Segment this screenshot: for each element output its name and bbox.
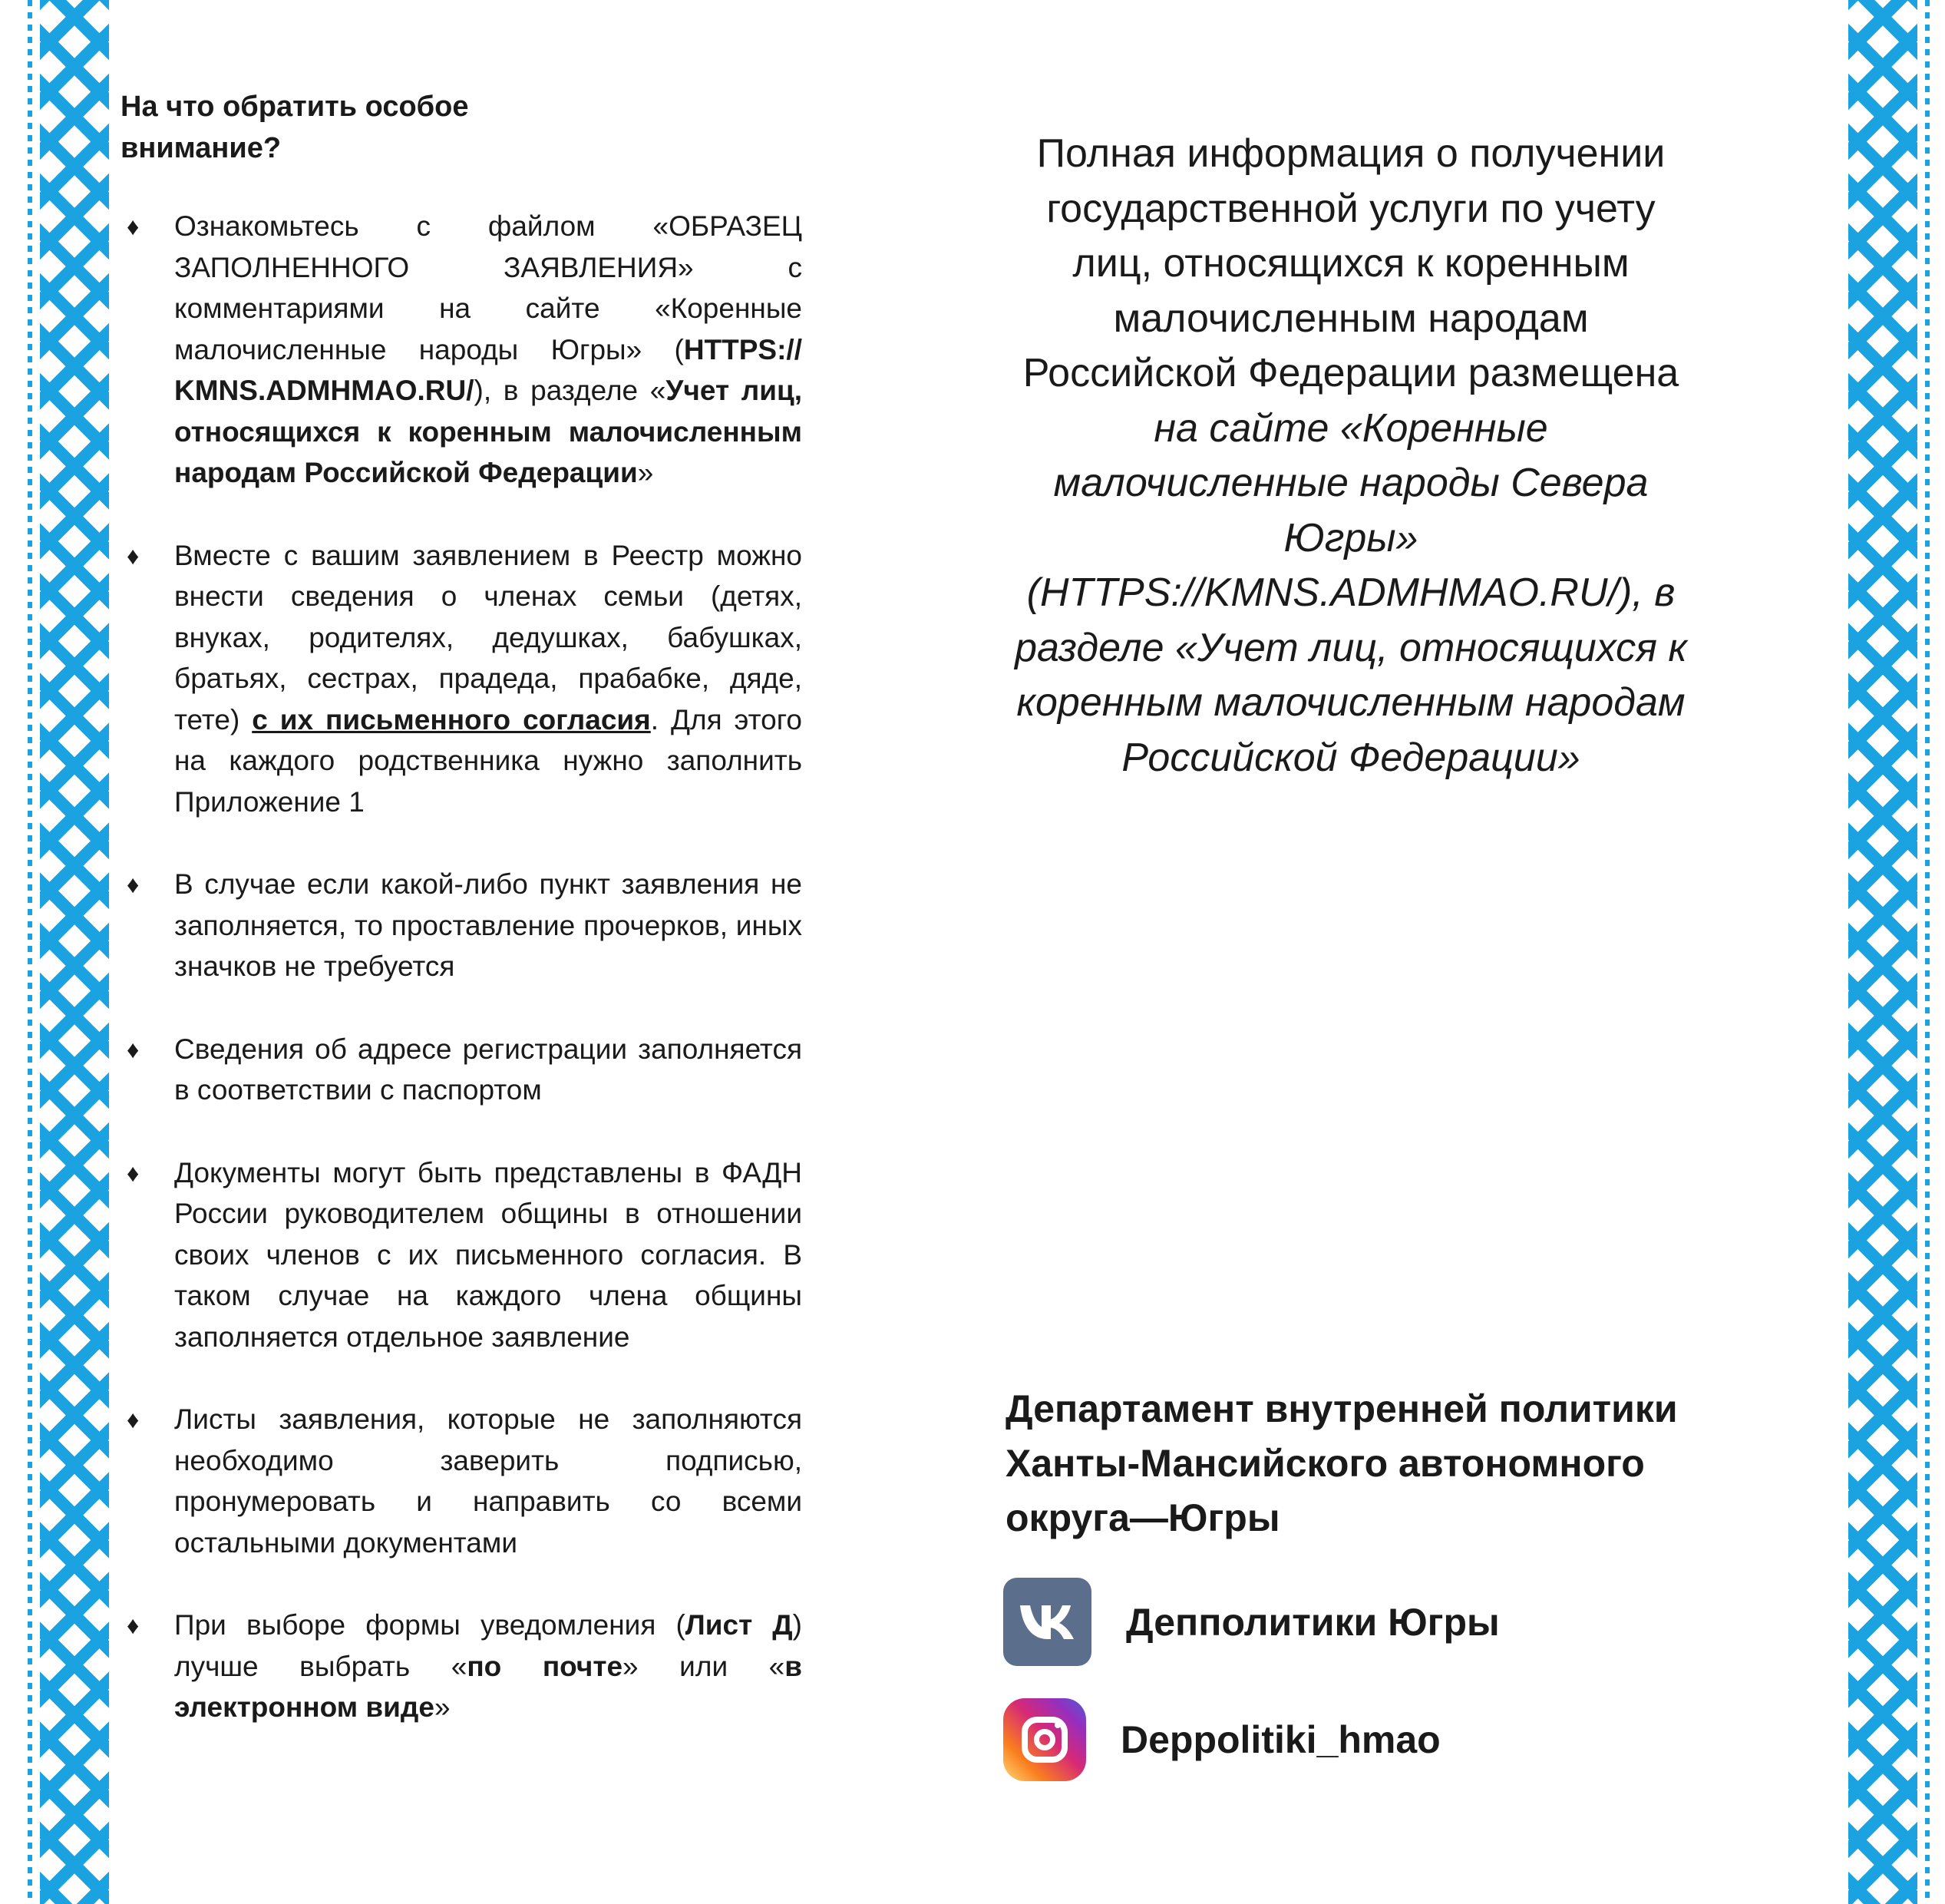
ornament-border-right (1848, 0, 1917, 1904)
ornament-border-left (40, 0, 109, 1904)
list-item-text: Вместе с вашим заявлением в Реестр можно внести сведения о членах семьи (детях, внуках, родителях, дедушках, бабушках, братьях, сестрах, прадеда, прабабке, дяде, тете) с их письменного согласия. Для этого на каждого родственника нужно заполнить Приложение 1 (174, 539, 802, 818)
list-item-text: В случае если какой-либо пункт заявления не заполняется, то проставление прочерков, иных значков не требуется (174, 868, 802, 982)
info-line: Российской Федерации» (1121, 735, 1580, 780)
info-line: Югры» (1283, 515, 1418, 560)
vk-handle[interactable]: Депполитики Югры (1126, 1600, 1500, 1644)
department-name (1006, 1382, 1773, 1545)
diamond-bullet-icon: ♦ (127, 1611, 140, 1639)
list-item (121, 206, 802, 494)
info-line: разделе «Учет лиц, относящихся к (1015, 625, 1687, 670)
list-item-text: При выборе формы уведомления (Лист Д) лучше выбрать «по почте» или «в электронном виде» (174, 1609, 802, 1723)
left-column (121, 86, 802, 1770)
department-line: Ханты-Мансийского автономного (1006, 1442, 1645, 1485)
department-line: Департамент внутренней политики (1006, 1387, 1678, 1430)
info-line: малочисленным народам (1113, 296, 1589, 341)
info-line: коренным малочисленным народам (1016, 680, 1686, 725)
info-line: (HTTPS://KMNS.ADMHMAO.RU/), в (1026, 570, 1676, 615)
diamond-bullet-icon: ♦ (127, 213, 140, 240)
info-line: Российской Федерации размещена (1022, 351, 1679, 395)
instagram-handle[interactable]: Deppolitiki_hmao (1121, 1717, 1441, 1761)
diamond-bullet-icon: ♦ (127, 871, 140, 898)
tips-list (121, 206, 802, 1728)
diamond-bullet-icon: ♦ (127, 541, 140, 570)
diamond-bullet-icon: ♦ (127, 1035, 140, 1063)
info-line: малочисленные народы Севера (1053, 461, 1649, 505)
info-line: государственной услуги по учету (1046, 186, 1656, 231)
vk-link[interactable] (1003, 1578, 1771, 1666)
list-item (121, 1399, 802, 1563)
info-line: лиц, относящихся к коренным (1072, 241, 1630, 286)
info-line: Полная информация о получении (1036, 131, 1666, 176)
list-item (121, 1152, 802, 1358)
department-line: округа—Югры (1006, 1496, 1280, 1539)
list-item (121, 1605, 802, 1728)
info-line: на сайте «Коренные (1154, 405, 1548, 451)
list-item-text: Документы могут быть представлены в ФАДН России руководителем общины в отношении своих членов с их письменного согласия. В таком случае на каждого члена общины заполняется отдельное заявление (174, 1156, 802, 1353)
diamond-bullet-icon: ♦ (127, 1406, 140, 1433)
vk-logo-icon (1003, 1578, 1091, 1666)
instagram-logo-icon (1003, 1698, 1086, 1781)
diamond-bullet-icon: ♦ (127, 1159, 140, 1187)
info-block (990, 127, 1712, 785)
list-item (121, 535, 802, 823)
list-item (121, 864, 802, 987)
list-item (121, 1029, 802, 1111)
list-item-text: Ознакомьтесь с файлом «ОБРАЗЕЦ ЗАПОЛНЕННОГО ЗАЯВЛЕНИЯ» с комментариями на сайте «Коренные малочисленные народы Югры» (HTTPS:// KMNS.ADMHMAO.RU/), в разделе «Учет лиц, относящихся к коренным малочисленным народам Российской Федерации» (174, 210, 803, 488)
section-heading: На что обратить особое внимание? (121, 91, 469, 164)
instagram-link[interactable] (1003, 1695, 1771, 1783)
list-item-text: Листы заявления, которые не заполняются необходимо заверить подписью, пронумеровать и направить со всеми остальными документами (174, 1403, 802, 1559)
list-item-text: Сведения об адресе регистрации заполняется в соответствии с паспортом (174, 1033, 802, 1106)
